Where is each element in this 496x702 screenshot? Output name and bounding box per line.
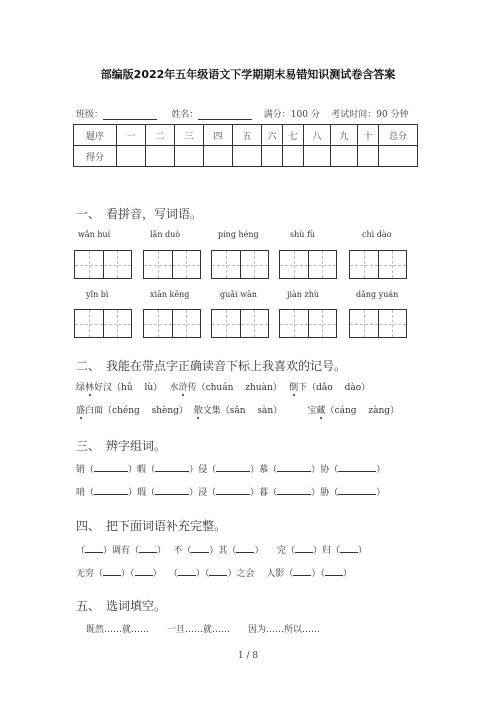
score-cell[interactable] <box>175 146 204 167</box>
section-2-line-1: 绿林好汉（hǔ lù） 水浒传（chuán zhuàn） 倒下（dǎo dào） <box>76 380 370 393</box>
score-cell[interactable] <box>304 146 331 167</box>
page-title: 部编版2022年五年级语文下学期期末易错知识测试卷含答案 <box>100 68 396 81</box>
answer-blank[interactable] <box>94 463 128 472</box>
char: 瑕 <box>137 488 147 498</box>
full-score-label: 满分：100 分 <box>263 110 320 120</box>
class-label: 班级： <box>76 110 104 120</box>
section-3-heading: 三、 辨字组词。 <box>76 439 167 453</box>
table-header-cell: 一 <box>117 125 146 146</box>
score-row-label: 得分 <box>74 146 117 167</box>
reading-option[interactable]: dào <box>344 383 362 393</box>
answer-blank[interactable] <box>135 567 153 576</box>
table-header-cell: 八 <box>304 125 331 146</box>
reading-option[interactable]: sǎn <box>229 406 246 416</box>
table-header-cell: 五 <box>233 125 262 146</box>
phrase-text: （ <box>168 569 178 579</box>
writing-grid[interactable] <box>349 250 407 279</box>
phrase-text: ）（ <box>195 569 210 579</box>
reading-option[interactable]: lù） <box>132 383 158 393</box>
dotted-char: 浒 <box>179 380 188 393</box>
phrase-text: 无穷（ <box>76 569 104 579</box>
score-cell[interactable] <box>283 146 304 167</box>
table-header-cell: 二 <box>146 125 175 146</box>
reading-option[interactable]: zhuàn <box>245 383 273 393</box>
score-table-score-row <box>74 146 418 167</box>
dotted-char: 藏 <box>317 403 326 416</box>
answer-blank[interactable] <box>277 463 311 472</box>
name-label: 姓名： <box>171 110 199 120</box>
answer-blank[interactable] <box>236 544 254 553</box>
score-cell[interactable] <box>233 146 262 167</box>
section-4-heading: 四、 把下面词语补充完整。 <box>76 519 227 533</box>
table-header-cell: 七 <box>283 125 304 146</box>
class-blank[interactable] <box>103 110 157 120</box>
writing-grid[interactable] <box>74 309 132 338</box>
reading-option[interactable]: dǎo <box>316 383 333 393</box>
table-header-cell: 题序 <box>74 125 117 146</box>
pinyin-label: dǎng yuán <box>356 290 399 299</box>
writing-grid[interactable] <box>74 250 132 279</box>
score-cell[interactable] <box>262 146 283 167</box>
answer-blank[interactable] <box>216 486 250 495</box>
writing-grid[interactable] <box>279 309 337 338</box>
info-line <box>76 107 409 120</box>
reading-option[interactable]: chuán <box>205 383 234 393</box>
answer-blank[interactable] <box>293 567 311 576</box>
reading-option[interactable]: shèng <box>151 406 179 416</box>
pinyin-label: xiān kēng <box>150 290 190 299</box>
score-table <box>73 124 418 167</box>
table-header-cell: 三 <box>175 125 204 146</box>
writing-grid[interactable] <box>143 309 201 338</box>
pinyin-label: píng héng <box>218 230 259 239</box>
reading-option[interactable]: cáng <box>334 406 357 416</box>
reading-option[interactable]: chéng <box>112 406 140 416</box>
char: 慕 <box>259 465 269 475</box>
section-2-line-2: 盛白面（chéng shèng） 散文集（sǎn sàn） 宝藏（cáng zàng） <box>76 403 399 416</box>
char: 侵 <box>198 465 208 475</box>
answer-blank[interactable] <box>277 486 311 495</box>
score-cell[interactable] <box>379 146 418 167</box>
section-3-row-1: 销（ ）暇（ ）侵（ ）慕（ ）协（ ） <box>76 465 386 475</box>
dotted-char: 散 <box>194 403 203 416</box>
section-5-options: 既然……就…… 一旦……就…… 因为……所以…… <box>86 625 321 635</box>
section-4-row-2: 无穷（ ）（ ） （ ）（ ）之会 人影（ ）（ ） <box>76 569 352 579</box>
pinyin-label: yǐn bì <box>86 290 109 299</box>
dotted-char: 倒 <box>289 380 298 393</box>
phrase-text: ）（ <box>121 569 135 579</box>
answer-blank[interactable] <box>178 567 196 576</box>
phrase-text: 人影（ <box>266 569 294 579</box>
pinyin-label: guǎi wān <box>220 290 257 299</box>
phrase-text: ）（ <box>311 569 325 579</box>
answer-blank[interactable] <box>155 463 189 472</box>
answer-blank[interactable] <box>191 544 209 553</box>
exam-time-label: 考试时间：90 分钟 <box>331 110 409 120</box>
phrase-text: ）其（ <box>209 546 237 556</box>
answer-blank[interactable] <box>85 544 103 553</box>
table-header-cell: 九 <box>331 125 358 146</box>
writing-grid[interactable] <box>349 309 407 338</box>
section-4-row-1: （ ）调有（ ） 不（ ）其（ ） 完（ ）归（ ） <box>76 546 367 556</box>
answer-blank[interactable] <box>216 463 250 472</box>
pinyin-label: jiàn zhù <box>287 290 320 299</box>
phrase-text: ）归（ <box>312 546 340 556</box>
pinyin-label: shù fù <box>290 230 316 239</box>
pinyin-label: lǎn duò <box>150 230 181 239</box>
reading-option[interactable]: hǔ <box>121 383 133 393</box>
score-cell[interactable] <box>331 146 358 167</box>
score-table-header-row <box>74 125 418 146</box>
char: 暇 <box>137 465 147 475</box>
section-2-heading: 二、 我能在带点字正确读音下标上我喜欢的记号。 <box>76 359 347 373</box>
section-1-heading: 一、 看拼音，写词语。 <box>76 207 203 221</box>
score-cell[interactable] <box>146 146 175 167</box>
phrase-text: 完（ <box>276 546 295 556</box>
answer-blank[interactable] <box>325 567 343 576</box>
phrase-text: ）调有（ <box>103 546 140 556</box>
page-number: 1 / 8 <box>237 651 259 661</box>
pinyin-label: chì dào <box>362 230 392 239</box>
dotted-char: 林 <box>85 380 94 393</box>
writing-grid[interactable] <box>143 250 201 279</box>
writing-grid[interactable] <box>279 250 337 279</box>
phrase-text: ）之会 <box>227 569 255 579</box>
answer-blank[interactable] <box>338 486 376 495</box>
char: 协 <box>320 465 330 475</box>
answer-blank[interactable] <box>139 544 157 553</box>
answer-blank[interactable] <box>209 567 227 576</box>
answer-blank[interactable] <box>103 567 121 576</box>
table-header-cell: 总分 <box>379 125 418 146</box>
score-cell[interactable] <box>117 146 146 167</box>
name-blank[interactable] <box>198 110 252 120</box>
table-header-cell: 六 <box>262 125 283 146</box>
score-cell[interactable] <box>204 146 233 167</box>
char: 浸 <box>198 488 208 498</box>
char: 胁 <box>320 488 330 498</box>
table-header-cell: 十 <box>358 125 379 146</box>
phrase-text: 不（ <box>173 546 192 556</box>
answer-blank[interactable] <box>295 544 313 553</box>
pinyin-label: wǎn huí <box>78 230 111 239</box>
writing-grid[interactable] <box>211 309 269 338</box>
section-5-heading: 五、 选词填空。 <box>76 599 167 613</box>
dotted-char: 盛 <box>76 403 85 416</box>
reading-option[interactable]: sàn <box>257 406 274 416</box>
char: 哨 <box>76 488 86 498</box>
reading-option[interactable]: zàng <box>368 406 391 416</box>
char: 暮 <box>259 488 269 498</box>
answer-blank[interactable] <box>155 486 189 495</box>
answer-blank[interactable] <box>340 544 358 553</box>
section-3-row-2: 哨（ ）瑕（ ）浸（ ）暮（ ）胁（ ） <box>76 488 386 498</box>
table-header-cell: 四 <box>204 125 233 146</box>
answer-blank[interactable] <box>338 463 376 472</box>
answer-blank[interactable] <box>94 486 128 495</box>
char: 销 <box>76 465 86 475</box>
writing-grid[interactable] <box>211 250 269 279</box>
score-cell[interactable] <box>358 146 379 167</box>
